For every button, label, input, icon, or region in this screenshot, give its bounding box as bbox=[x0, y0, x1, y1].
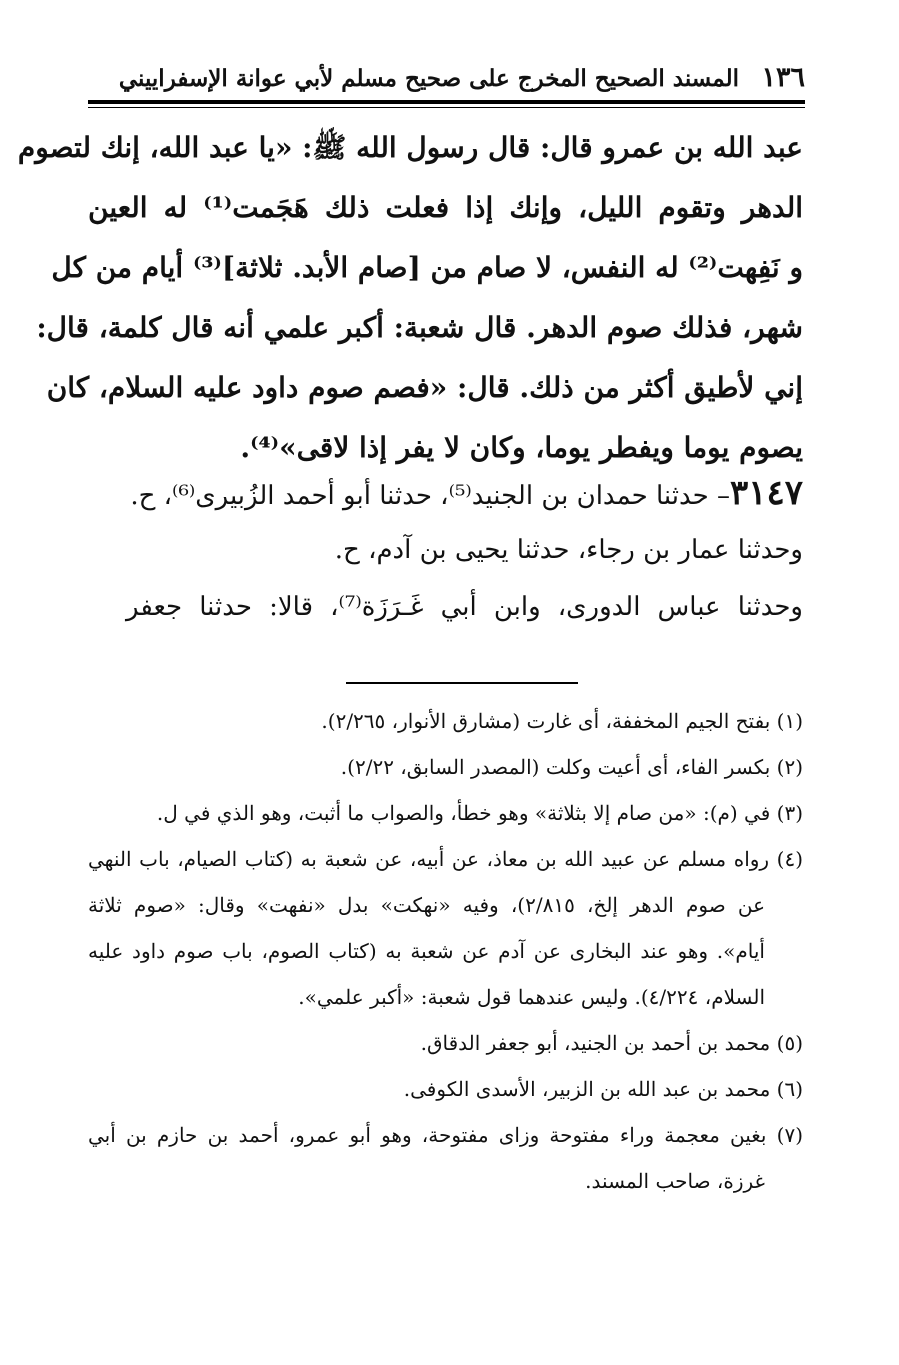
footnote-line: أيام». وهو عند البخارى عن آدم عن شعبة به (كتاب الصوم، باب صوم داود عليه bbox=[88, 939, 765, 963]
footnote-1 bbox=[88, 698, 803, 744]
footnote-3 bbox=[88, 790, 803, 836]
footnote-line: (١) بفتح الجيم المخففة، أى غارت (مشارق الأنوار، ٢/٢٦٥). bbox=[321, 709, 803, 733]
main-text-line: و نَفِهت⁽²⁾ له النفس، لا صام من [صام الأبد. ثلاثة]⁽³⁾ أيام من كل bbox=[51, 251, 803, 284]
footnote-line: (٥) محمد بن أحمد بن الجنيد، أبو جعفر الدقاق. bbox=[420, 1031, 803, 1055]
footnote-line: السلام، ٤/٢٢٤). وليس عندهما قول شعبة: «أكبر علمي». bbox=[298, 985, 765, 1009]
hadith-line: وحدثنا عباس الدورى، وابن أبي غَـرَزَة⁽⁷⁾، قالا: حدثنا جعفر bbox=[126, 592, 803, 622]
main-text-line: عبد الله بن عمرو قال: قال رسول الله ﷺ: «يا عبد الله، إنك لتصوم bbox=[17, 131, 803, 164]
hadith-line bbox=[126, 465, 803, 522]
footnote-line: (٢) بكسر الفاء، أى أعيت وكلت (المصدر السابق، ٢/٢٢). bbox=[340, 755, 803, 779]
page-header bbox=[88, 62, 805, 98]
footnote-line: (٦) محمد بن عبد الله بن الزبير، الأسدى الكوفى. bbox=[403, 1077, 803, 1101]
header-rule-thin bbox=[88, 107, 805, 108]
main-text-line: شهر، فذلك صوم الدهر. قال شعبة: أكبر علمي أنه قال كلمة، قال: bbox=[36, 311, 803, 344]
footnotes bbox=[88, 698, 803, 1204]
footnote-4 bbox=[88, 836, 803, 1020]
footnote-2 bbox=[88, 744, 803, 790]
footnote-line: (٧) بغين معجمة وراء مفتوحة وزاى مفتوحة، وهو أبو عمرو، أحمد بن حازم بن أبي bbox=[88, 1123, 803, 1147]
page-number: ١٣٦ bbox=[761, 62, 805, 93]
footnote-line: غرزة، صاحب المسند. bbox=[585, 1169, 765, 1193]
footnote-6 bbox=[88, 1066, 803, 1112]
header-rule bbox=[88, 100, 805, 104]
main-text-line: يصوم يوما ويفطر يوما، وكان لا يفر إذا لاقى»⁽⁴⁾. bbox=[240, 431, 803, 464]
hadith-text: – حدثنا حمدان بن الجنيد⁽⁵⁾، حدثنا أبو أحمد الزُبيرى⁽⁶⁾، ح. bbox=[130, 481, 730, 511]
footnote-7 bbox=[88, 1112, 803, 1204]
footnote-5 bbox=[88, 1020, 803, 1066]
footnote-line: عن صوم الدهر إلخ، ٢/٨١٥)، وفيه «نهكت» بدل «نفهت» وقال: «صوم ثلاثة bbox=[88, 893, 766, 917]
main-text-line: إني لأطيق أكثر من ذلك. قال: «فصم صوم داود عليه السلام، كان bbox=[46, 371, 803, 404]
hadith-number: ٣١٤٧ bbox=[729, 473, 803, 513]
footnote-separator bbox=[346, 682, 578, 684]
hadith-3147 bbox=[126, 465, 803, 636]
main-text-line: الدهر وتقوم الليل، وإنك إذا فعلت ذلك هَجَمت⁽¹⁾ له العين bbox=[88, 191, 804, 224]
running-title: المسند الصحيح المخرج على صحيح مسلم لأبي عوانة الإسفراييني bbox=[118, 65, 739, 92]
hadith-line: وحدثنا عمار بن رجاء، حدثنا يحيى بن آدم، ح. bbox=[334, 535, 803, 565]
footnote-line: (٤) رواه مسلم عن عبيد الله بن معاذ، عن أبيه، عن شعبة به (كتاب الصيام، باب النهي bbox=[88, 847, 803, 871]
main-text bbox=[17, 118, 804, 478]
footnote-line: (٣) في (م): «من صام إلا بثلاثة» وهو خطأ، والصواب ما أثبت، وهو الذي في ل. bbox=[156, 801, 803, 825]
